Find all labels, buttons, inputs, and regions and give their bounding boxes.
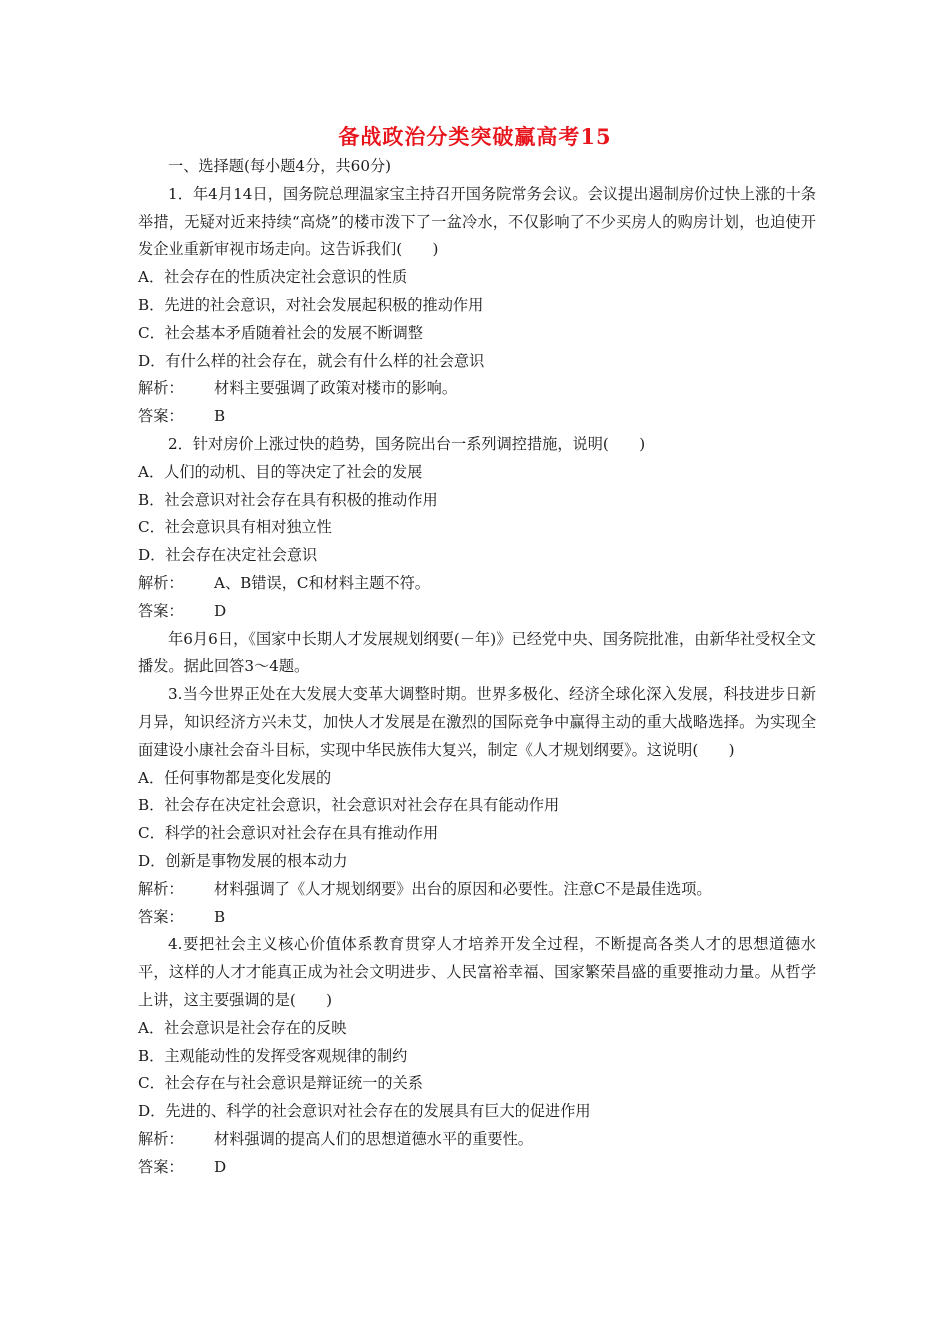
section-header: 一、选择题(每小题4分，共60分) [168, 157, 392, 175]
option-c: C．社会意识具有相对独立性 [138, 518, 332, 537]
document-body [138, 153, 816, 1181]
question-1 [138, 181, 816, 431]
option-d: D．社会存在决定社会意识 [138, 546, 318, 565]
option-b: B．先进的社会意识，对社会发展起积极的推动作用 [138, 295, 484, 314]
answer-label: 答案： [138, 907, 184, 926]
answer-line [138, 403, 816, 431]
option-d: D．创新是事物发展的根本动力 [138, 851, 348, 870]
answer-label: 答案： [138, 1157, 184, 1176]
option-b: B．社会意识对社会存在具有积极的推动作用 [138, 490, 438, 509]
analysis-line [138, 375, 816, 403]
analysis-text: A、B错误，C和材料主题不符。 [214, 573, 430, 592]
answer-text: B [214, 407, 226, 426]
analysis-label: 解析： [138, 573, 184, 592]
option-c: C．科学的社会意识对社会存在具有推动作用 [138, 824, 439, 843]
material-intro: 年6月6日，《国家中长期人才发展规划纲要(－年)》已经党中央、国务院批准，由新华社受权全文播发。据此回答3～4题。 [138, 629, 816, 676]
question-stem: 1．年4月14日，国务院总理温家宝主持召开国务院常务会议。会议提出遏制房价过快上涨的十条举措，无疑对近来持续“高烧”的楼市泼下了一盆冷水，不仅影响了不少买房人的购房计划，也迫使开发企业重新审视市场走向。这告诉我们( ) [138, 184, 816, 259]
option-a: A．社会意识是社会存在的反映 [138, 1018, 347, 1037]
option-d: D．先进的、科学的社会意识对社会存在的发展具有巨大的促进作用 [138, 1102, 591, 1121]
analysis-label: 解析： [138, 379, 184, 398]
document-title: 备战政治分类突破赢高考15 [338, 124, 612, 149]
question-stem: 3.当今世界正处在大发展大变革大调整时期。世界多极化、经济全球化深入发展，科技进步日新月异，知识经济方兴未艾，加快人才发展是在激烈的国际竞争中赢得主动的重大战略选择。为实现全面建设小康社会奋斗目标，实现中华民族伟大复兴，制定《人才规划纲要》。这说明( ) [138, 685, 816, 759]
question-stem: 4.要把社会主义核心价值体系教育贯穿人才培养开发全过程，不断提高各类人才的思想道德水平，这样的人才才能真正成为社会文明进步、人民富裕幸福、国家繁荣昌盛的重要推动力量。从哲学上讲，这主要强调的是( ) [138, 935, 816, 1009]
analysis-text: 材料强调了《人才规划纲要》出台的原因和必要性。注意C不是最佳选项。 [214, 879, 712, 898]
question-stem: 2．针对房价上涨过快的趋势，国务院出台一系列调控措施，说明( ) [168, 434, 646, 453]
analysis-text: 材料主要强调了政策对楼市的影响。 [214, 379, 457, 398]
answer-text: D [214, 601, 227, 620]
question-4 [138, 931, 816, 1181]
option-a: A．任何事物都是变化发展的 [138, 768, 332, 787]
analysis-label: 解析： [138, 1129, 184, 1148]
analysis-line [138, 1126, 816, 1154]
analysis-line [138, 876, 816, 904]
option-a: A．人们的动机、目的等决定了社会的发展 [138, 462, 423, 481]
answer-line [138, 904, 816, 932]
answer-line [138, 598, 816, 626]
option-d: D．有什么样的社会存在，就会有什么样的社会意识 [138, 351, 485, 370]
question-2 [138, 431, 816, 626]
analysis-line [138, 570, 816, 598]
answer-text: D [214, 1157, 227, 1176]
option-c: C．社会存在与社会意识是辩证统一的关系 [138, 1074, 423, 1093]
answer-text: B [214, 907, 226, 926]
question-3 [138, 681, 816, 931]
analysis-text: 材料强调的提高人们的思想道德水平的重要性。 [214, 1129, 533, 1148]
answer-line [138, 1154, 816, 1182]
answer-label: 答案： [138, 407, 184, 426]
option-a: A．社会存在的性质决定社会意识的性质 [138, 268, 408, 287]
option-b: B．社会存在决定社会意识，社会意识对社会存在具有能动作用 [138, 796, 560, 815]
answer-label: 答案： [138, 601, 184, 620]
analysis-label: 解析： [138, 879, 184, 898]
option-c: C．社会基本矛盾随着社会的发展不断调整 [138, 323, 423, 342]
option-b: B．主观能动性的发挥受客观规律的制约 [138, 1046, 408, 1065]
